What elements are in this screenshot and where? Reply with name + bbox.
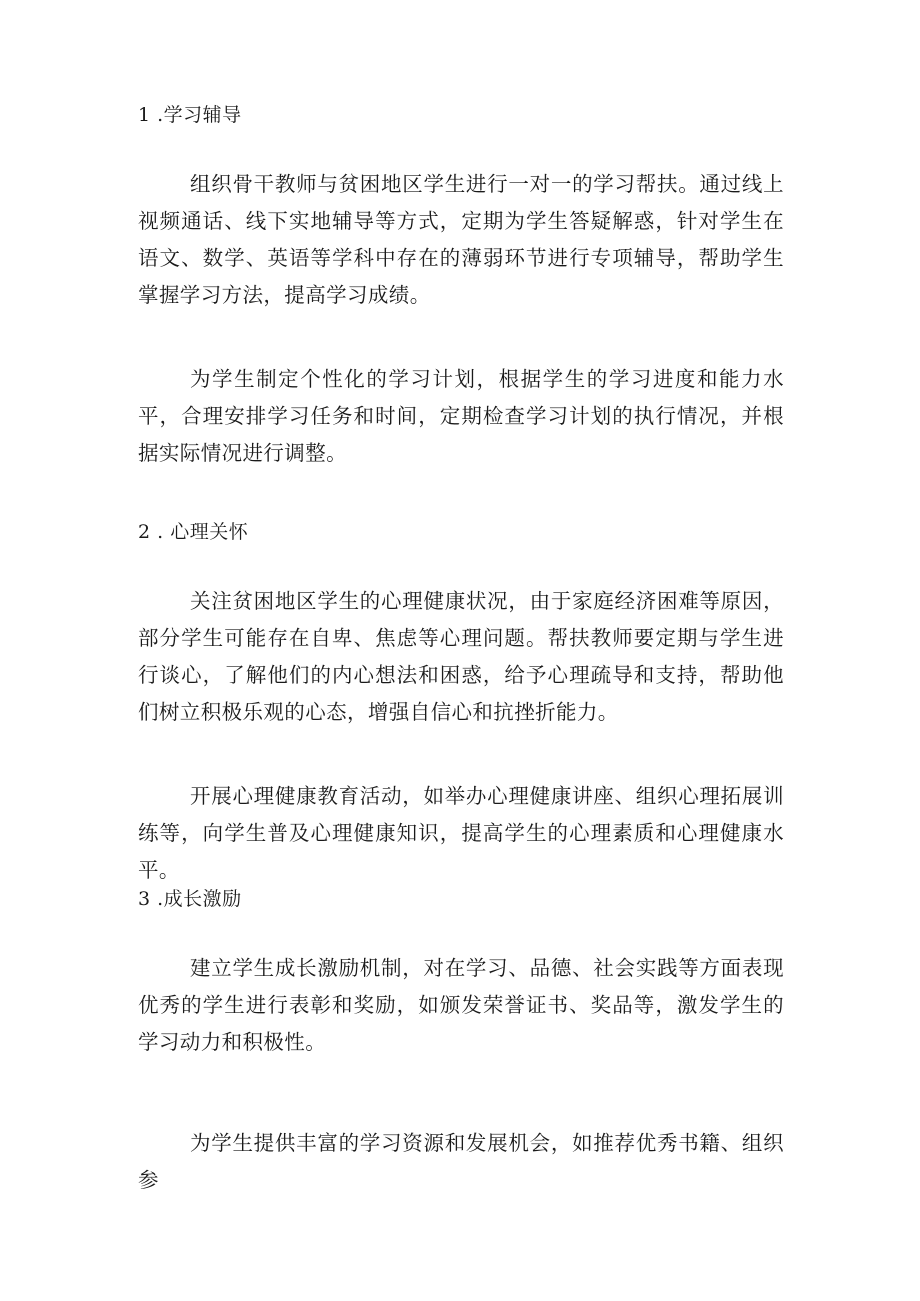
paragraph: 为学生提供丰富的学习资源和发展机会，如推荐优秀书籍、组织参 — [138, 1131, 784, 1192]
section-heading-psychological-care: 2 . 心理关怀 — [138, 521, 249, 543]
paragraph: 开展心理健康教育活动，如举办心理健康讲座、组织心理拓展训练等，向学生普及心理健康知识，提高学生的心理素质和心理健康水平。 — [138, 784, 784, 882]
paragraph: 组织骨干教师与贫困地区学生进行一对一的学习帮扶。通过线上视频通话、线下实地辅导等方式，定期为学生答疑解惑，针对学生在语文、数学、英语等学科中存在的薄弱环节进行专项辅导，帮助学生掌握学习方法，提高学习成绩。 — [138, 172, 784, 307]
section-heading-growth-incentive: 3 .成长激励 — [138, 888, 242, 910]
paragraph: 为学生制定个性化的学习计划，根据学生的学习进度和能力水平，合理安排学习任务和时间，定期检查学习计划的执行情况，并根据实际情况进行调整。 — [138, 367, 784, 465]
paragraph: 建立学生成长激励机制，对在学习、品德、社会实践等方面表现优秀的学生进行表彰和奖励，如颁发荣誉证书、奖品等，激发学生的学习动力和积极性。 — [138, 956, 784, 1054]
section-heading-study-tutoring: 1 .学习辅导 — [138, 104, 242, 126]
paragraph: 关注贫困地区学生的心理健康状况，由于家庭经济困难等原因，部分学生可能存在自卑、焦虑等心理问题。帮扶教师要定期与学生进行谈心，了解他们的内心想法和困惑，给予心理疏导和支持，帮助他们树立积极乐观的心态，增强自信心和抗挫折能力。 — [138, 589, 784, 724]
